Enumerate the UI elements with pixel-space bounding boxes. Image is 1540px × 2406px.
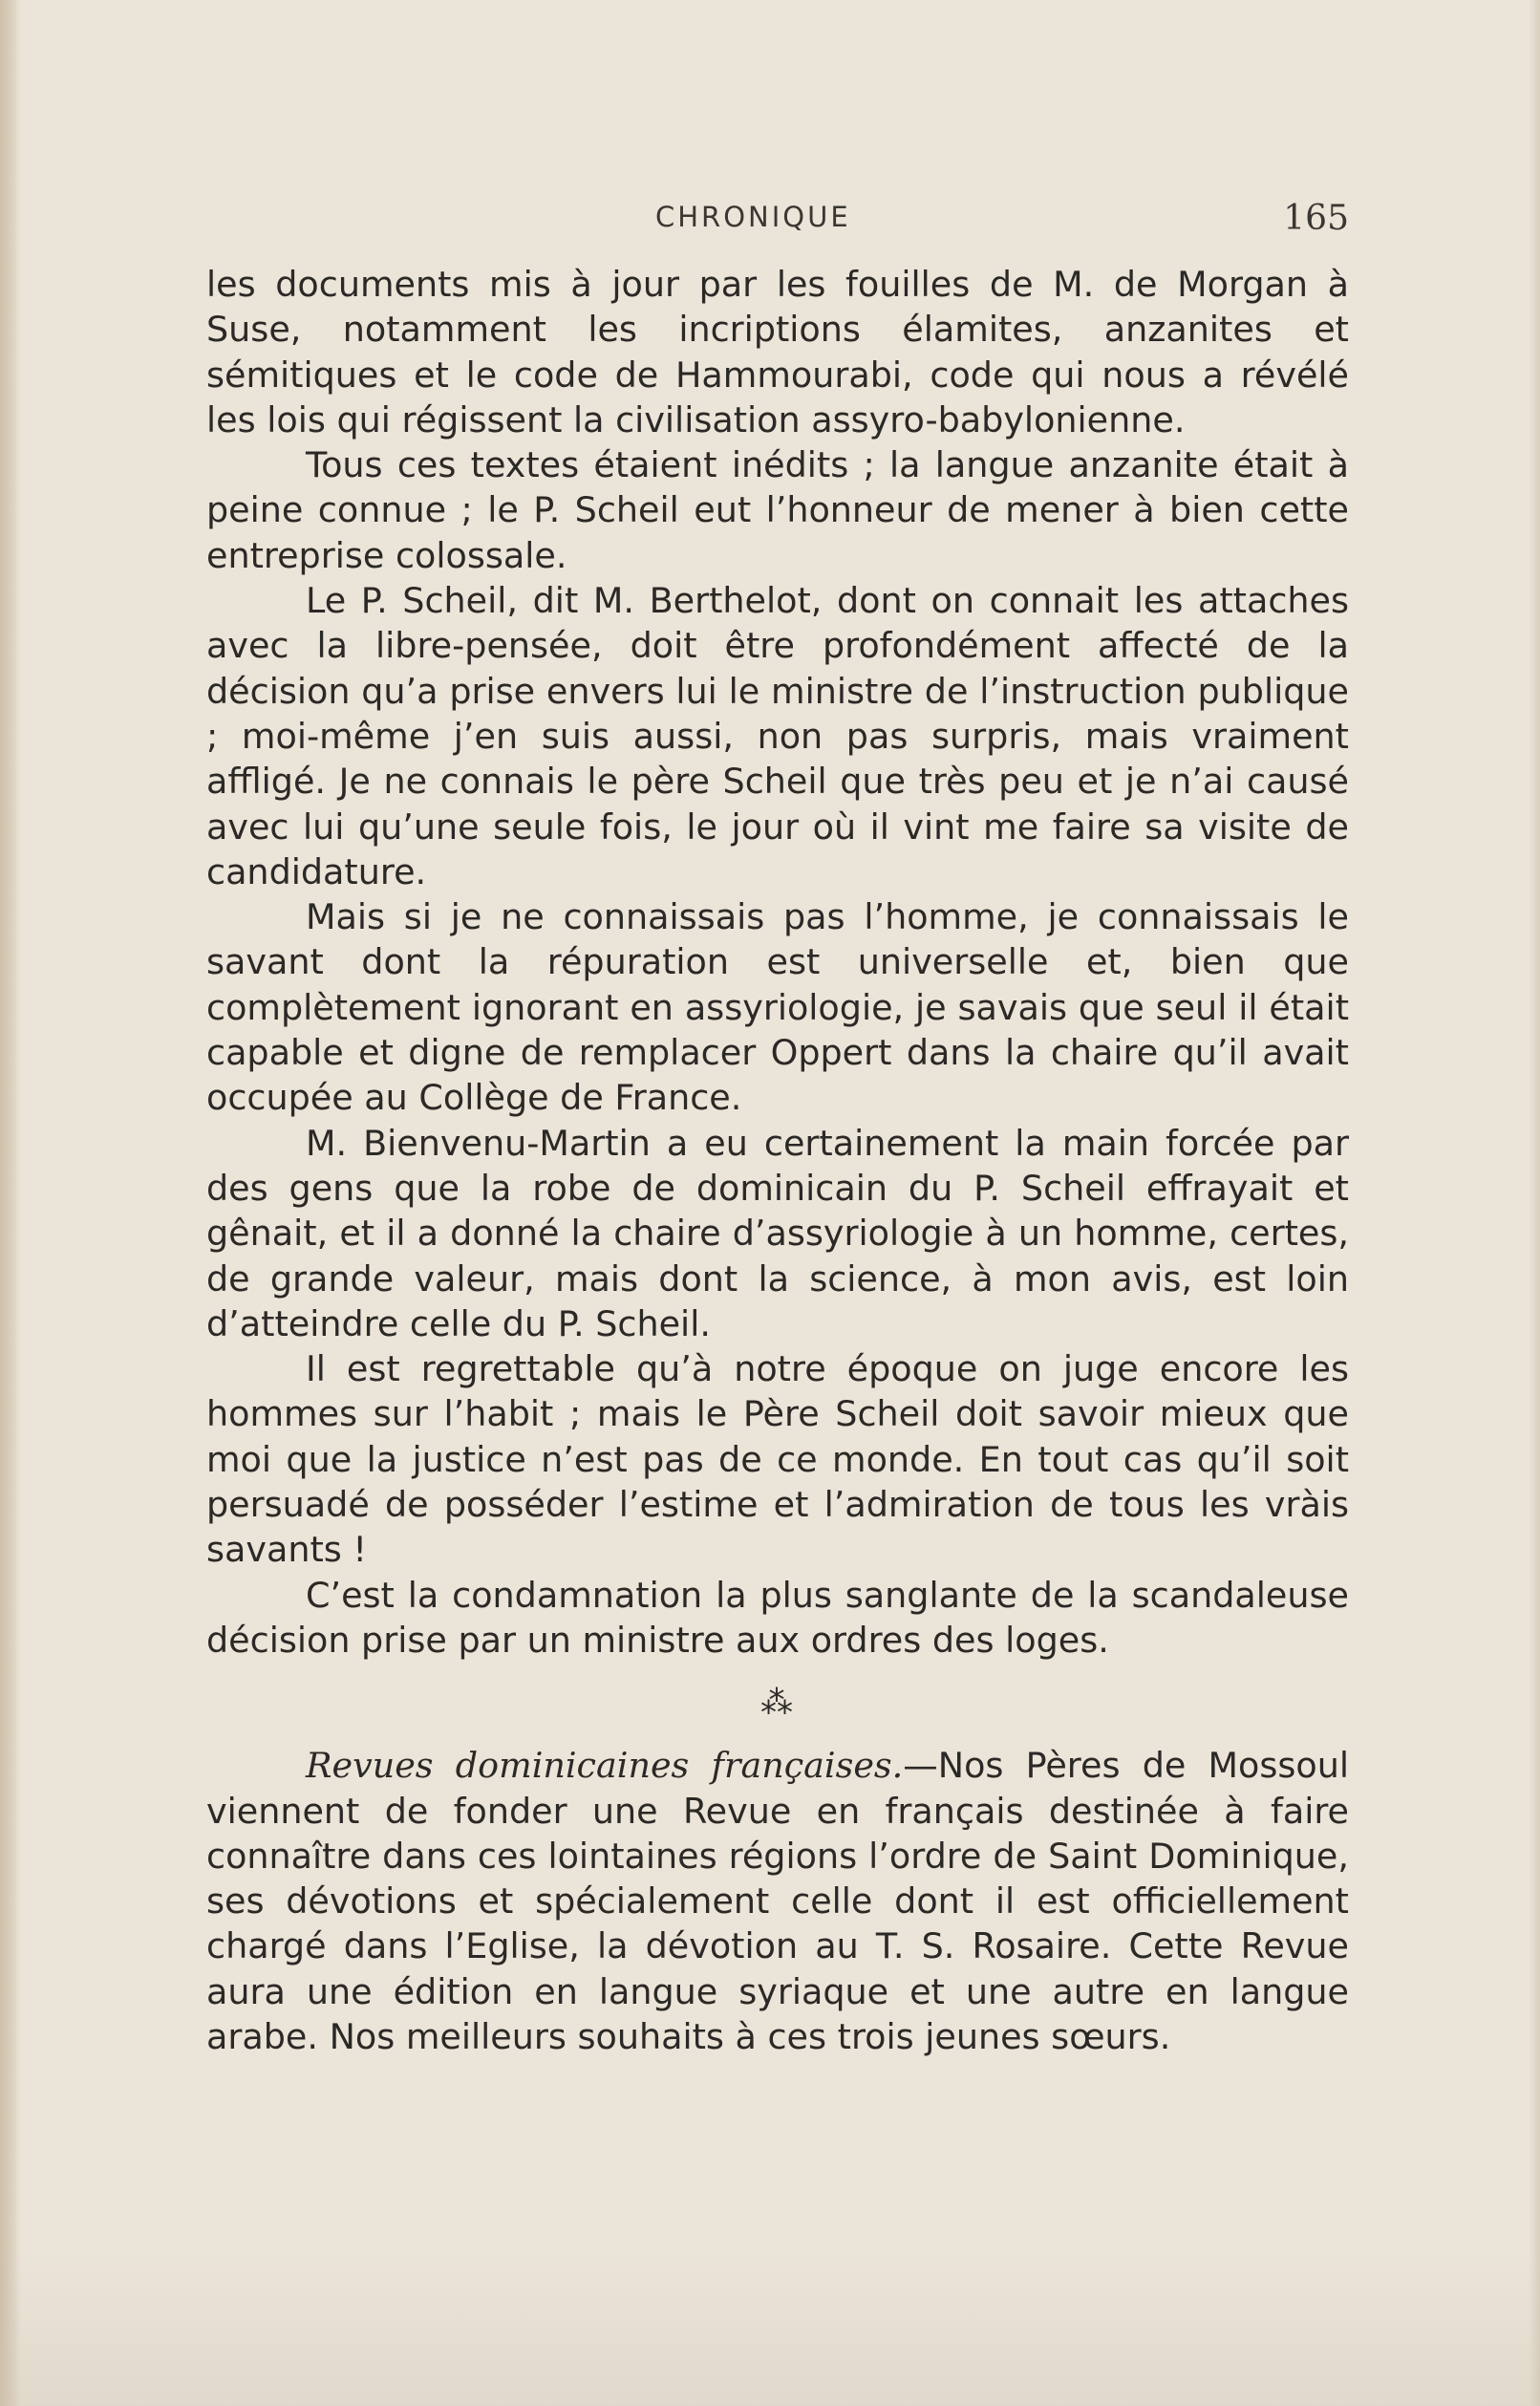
page-bottom-shade <box>0 2253 1540 2406</box>
paragraph-continuation: les documents mis à jour par les fouilles de M. de Morgan à Suse, notamment les incriptions élamites, anzanites et sémitiques et le code de Hammourabi, code qui nous a révélé les lois qui régissent la civilisation assyro-babylonienne. <box>206 264 1349 440</box>
asterism-separator: ⁂ <box>760 1684 795 1723</box>
paragraph: M. Bienvenu-Martin a eu certainement la main forcée par des gens que la robe de dominicain du P. Scheil effrayait et gênait, et il a donné la chaire d’assyriologie à un homme, certes, de grande valeur, mais dont la science, à mon avis, est loin d’atteindre celle du P. Scheil. <box>206 1122 1349 1344</box>
text-body <box>206 262 1349 2059</box>
section-paragraph <box>206 1743 1349 2059</box>
page-edge-shadow <box>1529 0 1540 2406</box>
section-body: —Nos Pères de Mossoul viennent de fonder une Revue en français destinée à faire connaître dans ces lointaines régions l’ordre de Saint Dominique, ses dévotions et spécialement celle dont il est officiellement chargé dans l’Eglise, la dévotion au T. S. Rosaire. Cette Revue aura une édition en langue syriaque et une autre en langue arabe. Nos meilleurs souhaits à ces trois jeunes sœurs. <box>206 1745 1349 2057</box>
page-number: 165 <box>1283 199 1349 238</box>
section-title: Revues dominicaines françaises. <box>306 1745 904 1787</box>
binding-shadow <box>0 0 21 2406</box>
running-head <box>206 197 1349 239</box>
paragraph: Le P. Scheil, dit M. Berthelot, dont on connait les attaches avec la libre-pensée, doit être profondément affecté de la décision qu’a prise envers lui le ministre de l’instruction publique ; moi-même j’en suis aussi, non pas surpris, mais vraiment affligé. Je ne connais le père Scheil que très peu et je n’ai causé avec lui qu’une seule fois, le jour où il vint me faire sa visite de candidature. <box>206 580 1349 892</box>
running-title: CHRONIQUE <box>655 201 851 233</box>
paragraph: Mais si je ne connaissais pas l’homme, je connaissais le savant dont la répuration est universelle et, bien que complètement ignorant en assyriologie, je savais que seul il était capable et digne de remplacer Oppert dans la chaire qu’il avait occupée au Collège de France. <box>206 896 1349 1119</box>
paragraph: Tous ces textes étaient inédits ; la langue anzanite était à peine connue ; le P. Scheil eut l’honneur de mener à bien cette entreprise colossale. <box>206 444 1349 576</box>
paragraph: Il est regrettable qu’à notre époque on juge encore les hommes sur l’habit ; mais le Père Scheil doit savoir mieux que moi que la justice n’est pas de ce monde. En tout cas qu’il soit persuadé de posséder l’estime et l’admiration de tous les vràis savants ! <box>206 1348 1349 1571</box>
paragraph: C’est la condamnation la plus sanglante de la scandaleuse décision prise par un ministre aux ordres des loges. <box>206 1574 1349 1661</box>
